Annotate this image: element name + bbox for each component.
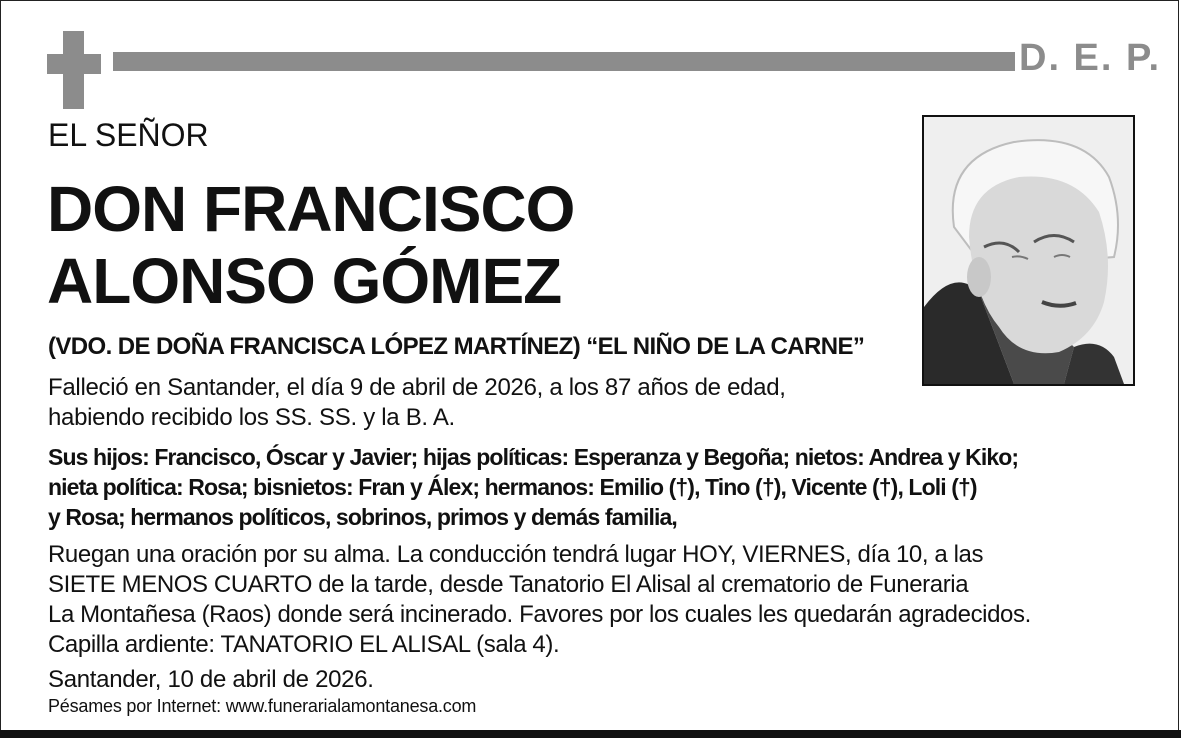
title-label: EL SEÑOR xyxy=(48,117,209,153)
service-details xyxy=(48,540,1031,660)
name-line-2: ALONSO GÓMEZ xyxy=(47,245,562,317)
name-line-1: DON FRANCISCO xyxy=(47,173,575,245)
service-line: Ruegan una oración por su alma. La conducción tendrá lugar HOY, VIERNES, día 10, a las xyxy=(48,541,984,568)
family-line: y Rosa; hermanos políticos, sobrinos, primos y demás familia, xyxy=(48,504,677,530)
service-line: Capilla ardiente: TANATORIO EL ALISAL (sala 4). xyxy=(48,631,560,658)
family-line: Sus hijos: Francisco, Óscar y Javier; hijas políticas: Esperanza y Begoña; nietos: Andrea y Kiko; xyxy=(48,444,1019,470)
portrait-photo-drawing xyxy=(924,117,1133,384)
family-line: nieta política: Rosa; bisnietos: Fran y Álex; hermanos: Emilio (†), Tino (†), Vicente (†), Loli (†) xyxy=(48,474,977,500)
service-line: La Montañesa (Raos) donde será incinerado. Favores por los cuales les quedarán agradecidos. xyxy=(48,601,1031,628)
deceased-name xyxy=(47,173,574,317)
bottom-border xyxy=(0,730,1181,738)
death-notice xyxy=(48,373,786,433)
widower-subtitle: (VDO. DE DOÑA FRANCISCA LÓPEZ MARTÍNEZ) “EL NIÑO DE LA CARNE” xyxy=(48,333,865,360)
condolences-website: Pésames por Internet: www.funerarialamontanesa.com xyxy=(48,696,477,716)
portrait-photo xyxy=(922,115,1135,386)
family-list xyxy=(48,442,1018,532)
dep-label: D. E. P. xyxy=(1019,37,1162,79)
death-notice-line: Falleció en Santander, el día 9 de abril de 2026, a los 87 años de edad, xyxy=(48,374,786,401)
death-notice-line: habiendo recibido los SS. SS. y la B. A. xyxy=(48,404,455,431)
cross-icon xyxy=(47,31,101,109)
place-date: Santander, 10 de abril de 2026. xyxy=(48,666,374,693)
service-line: SIETE MENOS CUARTO de la tarde, desde Tanatorio El Alisal al crematorio de Funeraria xyxy=(48,571,969,598)
header-rule xyxy=(113,52,1015,71)
